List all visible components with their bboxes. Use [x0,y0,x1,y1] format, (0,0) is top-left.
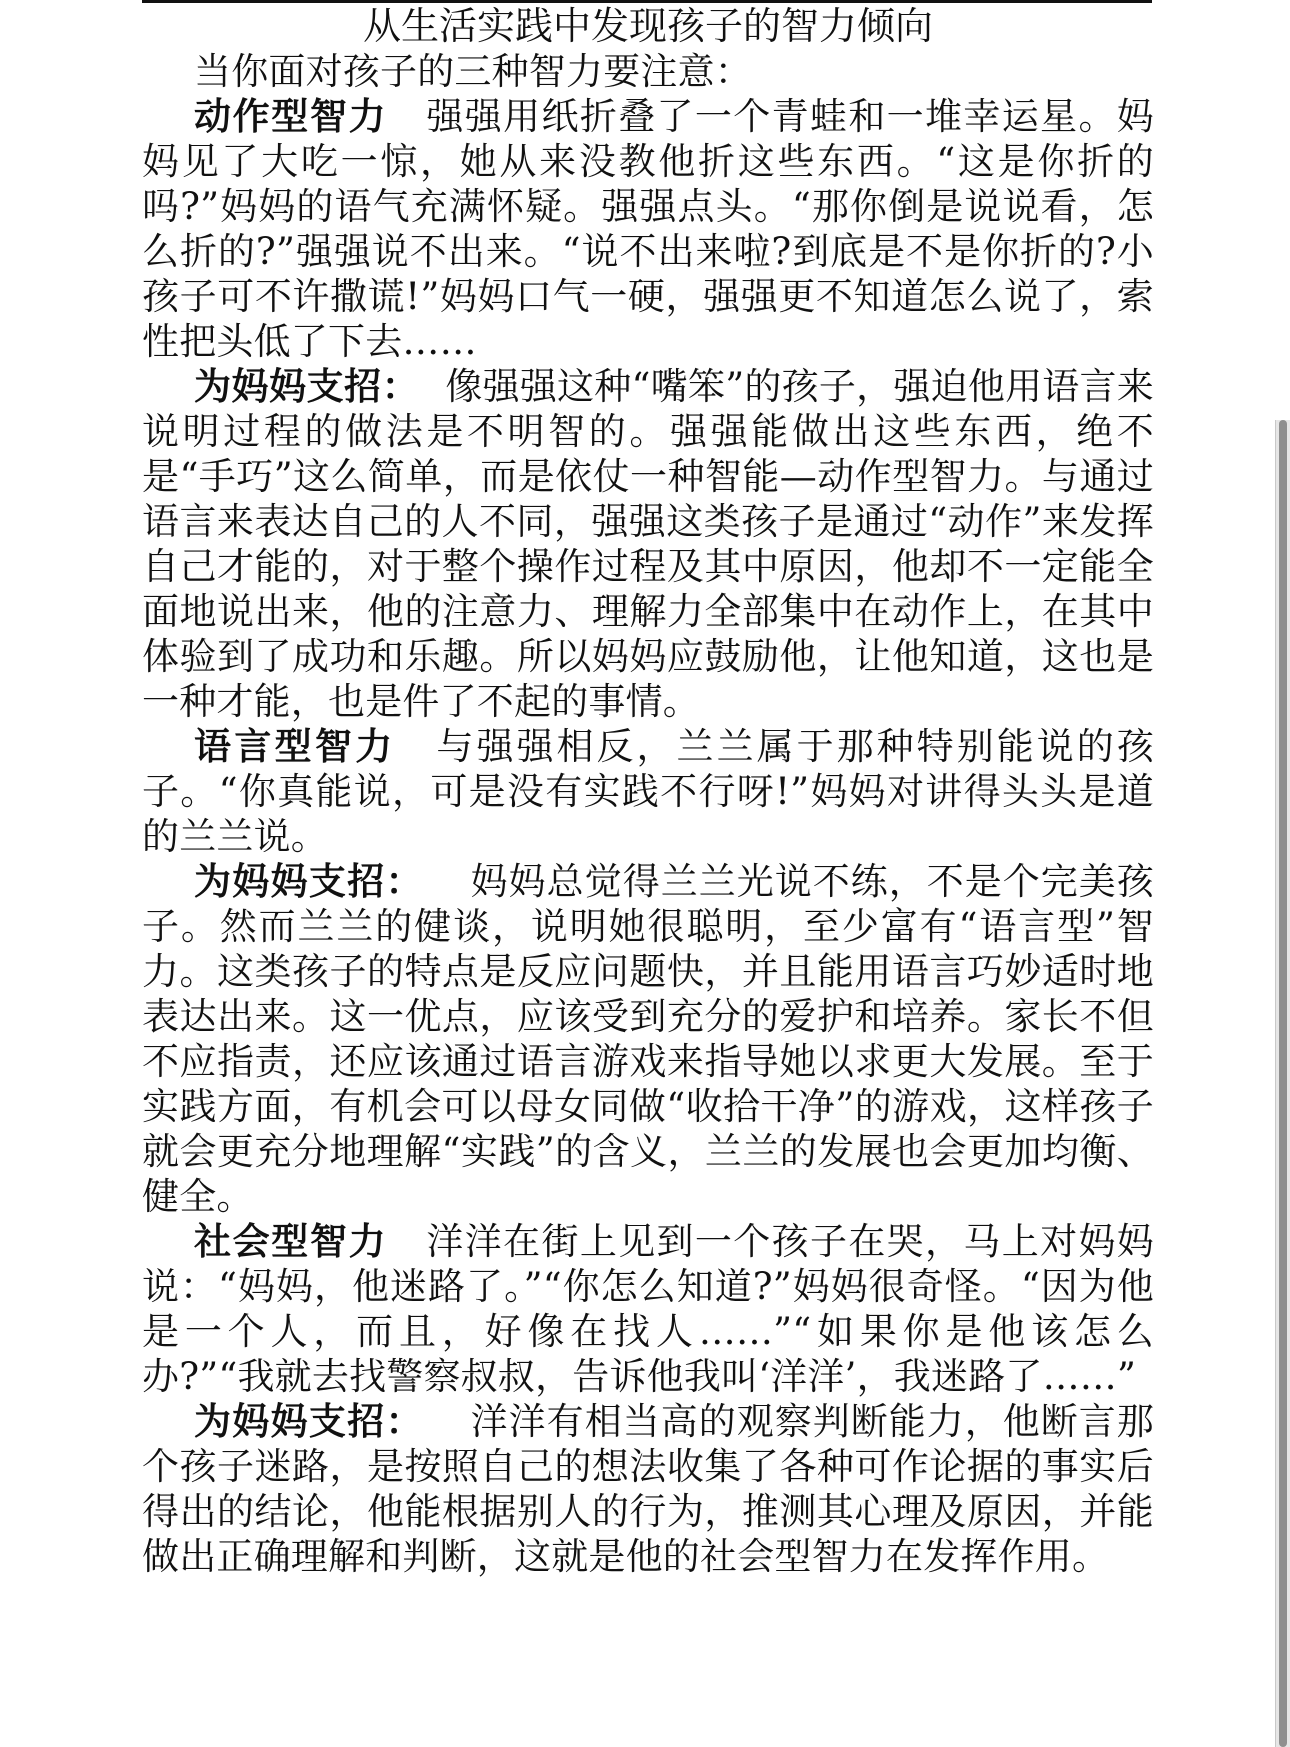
section-action-heading: 动作型智力 [194,95,388,138]
section-action-story-text: 强强用纸折叠了一个青蛙和一堆幸运星。妈妈见了大吃一惊，她从来没教他折这些东西。“这是你折的吗?”妈妈的语气充满怀疑。强强点头。“那你倒是说说看，怎么折的?”强强说不出来。“说不出来啦?到底是不是你折的?小孩子可不许撒谎!”妈妈口气一硬，强强更不知道怎么说了，索性把头低了下去…… [142,95,1154,363]
section-social-story [142,1219,1154,1399]
section-language-advice [142,859,1154,1219]
section-language-heading: 语言型智力 [194,725,396,768]
section-language-advice-text: 妈妈总觉得兰兰光说不练，不是个完美孩子。然而兰兰的健谈，说明她很聪明，至少富有“语言型”智力。这类孩子的特点是反应问题快，并且能用语言巧妙适时地表达出来。这一优点，应该受到充分的爱护和培养。家长不但不应指责，还应该通过语言游戏来指导她以求更大发展。至于实践方面，有机会可以母女同做“收拾干净”的游戏，这样孩子就会更充分地理解“实践”的含义，兰兰的发展也会更加均衡、健全。 [142,860,1155,1218]
scrollbar-thumb[interactable] [1279,420,1287,1747]
section-action-story [142,94,1154,364]
section-social-story-text: 洋洋在街上见到一个孩子在哭，马上对妈妈说：“妈妈，他迷路了。”“你怎么知道?”妈妈很奇怪。“因为他是一个人，而且，好像在找人……”“如果你是他该怎么办?”“我就去找警察叔叔，告诉他我叫‘洋洋’，我迷路了……” [142,1220,1154,1398]
section-language-story-text: 与强强相反，兰兰属于那种特别能说的孩子。“你真能说，可是没有实践不行呀!”妈妈对讲得头头是道的兰兰说。 [142,725,1154,858]
section-social-heading: 社会型智力 [194,1220,388,1263]
section-social-advice [142,1399,1154,1579]
section-social-advice-text: 洋洋有相当高的观察判断能力，他断言那个孩子迷路，是按照自己的想法收集了各种可作论据的事实后得出的结论，他能根据别人的行为，推测其心理及原因，并能做出正确理解和判断，这就是他的社会型智力在发挥作用。 [142,1400,1155,1578]
intro-paragraph: 当你面对孩子的三种智力要注意： [194,50,752,93]
section-language-advice-label: 为妈妈支招： [194,860,424,903]
section-action-advice-text: 像强强这种“嘴笨”的孩子，强迫他用语言来说明过程的做法是不明智的。强强能做出这些东西，绝不是“手巧”这么简单，而是依仗一种智能—动作型智力。与通过语言来表达自己的人不同，强强这类孩子是通过“动作”来发挥自己才能的，对于整个操作过程及其中原因，他却不一定能全面地说出来，他的注意力、理解力全部集中在动作上，在其中体验到了成功和乐趣。所以妈妈应鼓励他，让他知道，这也是一种才能，也是件了不起的事情。 [142,365,1155,723]
section-language-story [142,724,1154,859]
section-action-advice [142,364,1154,724]
article-title: 从生活实践中发现孩子的智力倾向 [362,4,933,48]
section-social-advice-label: 为妈妈支招： [194,1400,424,1443]
vertical-scrollbar[interactable] [1275,420,1290,1747]
article [142,4,1154,1579]
section-action-advice-label: 为妈妈支招： [194,365,420,408]
top-rule [142,0,1152,3]
